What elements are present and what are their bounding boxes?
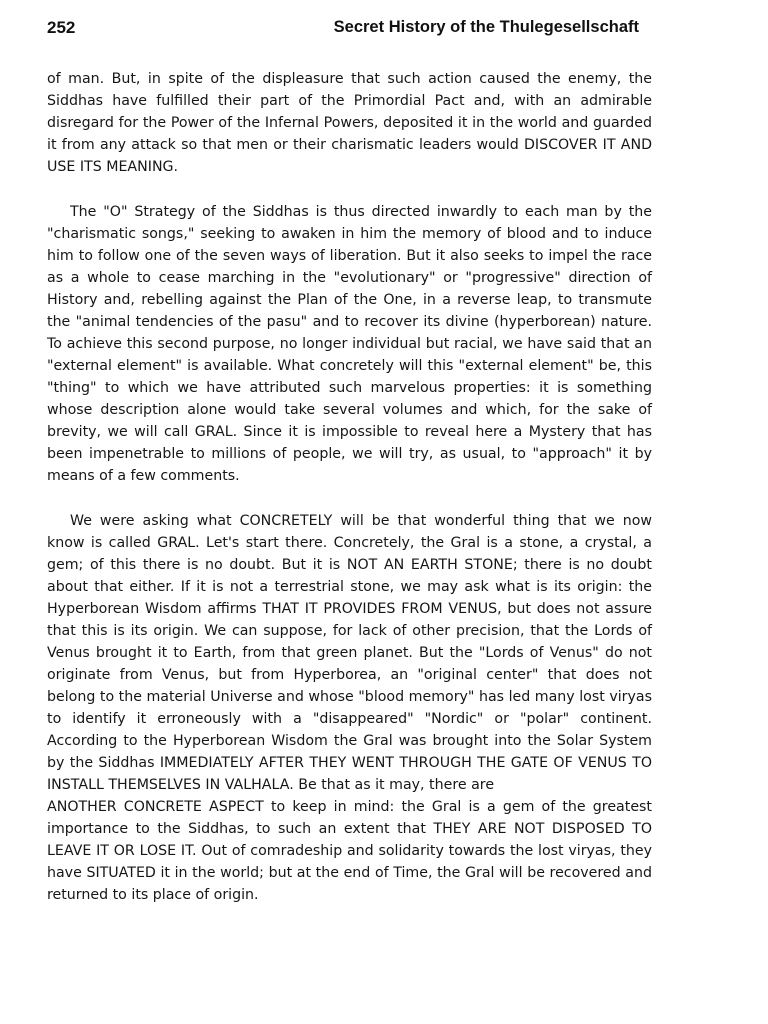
running-title: Secret History of the Thulegesellschaft [333,18,639,36]
page-number: 252 [47,18,76,37]
body-text [47,68,652,906]
page-header [47,18,639,44]
paragraph-another-aspect: ANOTHER CONCRETE ASPECT to keep in mind: the Gral is a gem of the greatest importance to the Siddhas, to such an extent that THEY ARE NOT DISPOSED TO LEAVE IT OR LOSE IT. Out of comradeship and solidarity towards the lost viryas, they have SITUATED it in the world; but at the end of Time, the Gral will be recovered and returned to its place of origin. [47,799,652,903]
paragraph-continuation: of man. But, in spite of the displeasure that such action caused the enemy, the Siddhas have fulfilled their part of the Primordial Pact and, with an admirable disregard for the Power of the Infernal Powers, deposited it in the world and guarded it from any attack so that men or their charismatic leaders would DISCOVER IT AND USE ITS MEANING. [47,71,652,175]
paragraph-gral-concretely: We were asking what CONCRETELY will be that wonderful thing that we now know is called GRAL. Let's start there. Concretely, the Gral is a stone, a crystal, a gem; of this there is no doubt. But it is NOT AN EARTH STONE; there is no doubt about that either. If it is not a terrestrial stone, we may ask what is its origin: the Hyperborean Wisdom affirms THAT IT PROVIDES FROM VENUS, but does not assure that this is its origin. We can suppose, for lack of other precision, that the Lords of Venus brought it to Earth, from that green planet. But the "Lords of Venus" do not originate from Venus, but from Hyperborea, an "original center" that does not belong to the material Universe and whose "blood memory" has led many lost viryas to identify it erroneously with a "disappeared" "Nordic" or "polar" continent. According to the Hyperborean Wisdom the Gral was brought into the Solar System by the Siddhas IMMEDIATELY AFTER THEY WENT THROUGH THE GATE OF VENUS TO INSTALL THEMSELVES IN VALHALA. Be that as it may, there are [47,513,652,793]
paragraph-strategy: The "O" Strategy of the Siddhas is thus directed inwardly to each man by the "charismatic songs," seeking to awaken in him the memory of blood and to induce him to follow one of the seven ways of liberation. But it also seeks to impel the race as a whole to cease marching in the "evolutionary" or "progressive" direction of History and, rebelling against the Plan of the One, in a reverse leap, to transmute the "animal tendencies of the pasu" and to recover its divine (hyperborean) nature. To achieve this second purpose, no longer individual but racial, we have said that an "external element" is available. What concretely will this "external element" be, this "thing" to which we have attributed such marvelous properties: it is something whose description alone would take several volumes and which, for the sake of brevity, we will call GRAL. Since it is impossible to reveal here a Mystery that has been impenetrable to millions of people, we will try, as usual, to "approach" it by means of a few comments. [47,204,652,484]
